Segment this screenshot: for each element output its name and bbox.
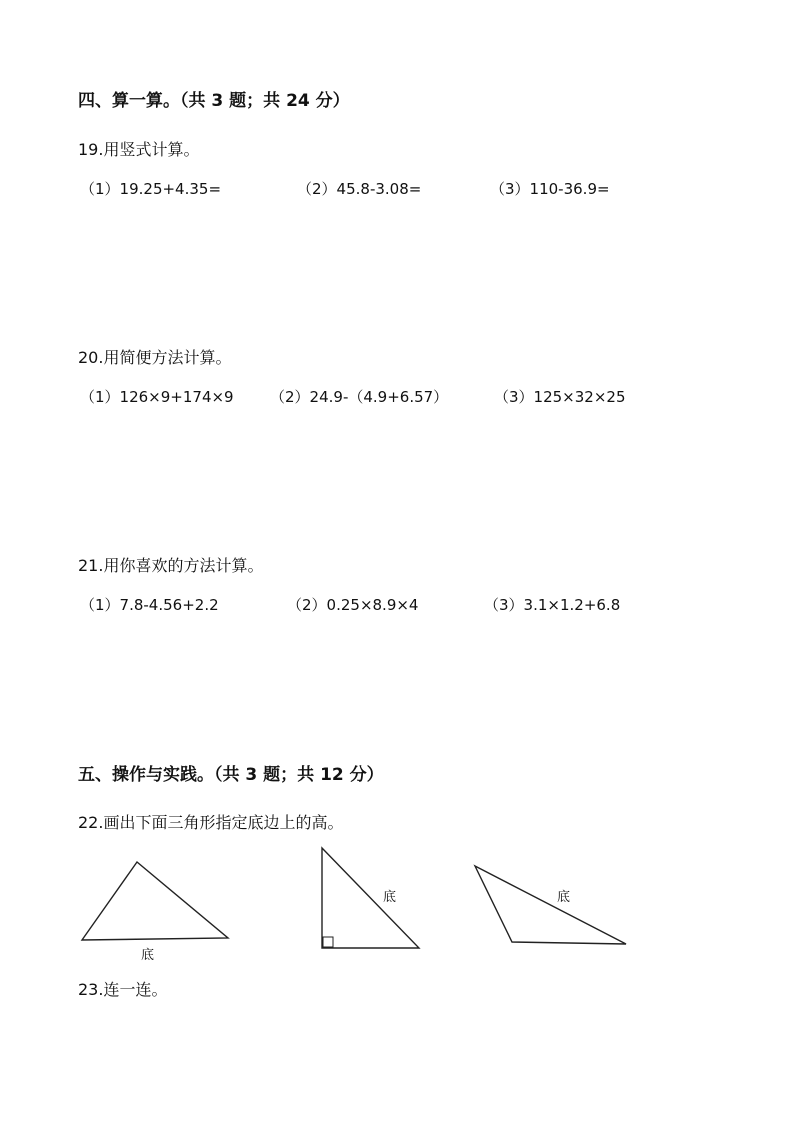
question-20-item-1: （1）126×9+174×9 [80,388,234,406]
question-19-item-1: （1）19.25+4.35= [80,180,222,198]
triangle-2-base-label: 底 [383,890,397,905]
question-21-item-1: （1）7.8-4.56+2.2 [80,596,219,614]
question-20-item-2: （2）24.9-（4.9+6.57） [270,388,449,406]
question-20-title: 20.用简便方法计算。 [78,348,232,367]
section-4-title: 四、算一算。（共 3 题；共 24 分） [78,91,350,111]
triangle-1-base-label: 底 [141,948,155,963]
triangle-3-shape [475,866,626,944]
question-19-item-2: （2）45.8-3.08= [297,180,422,198]
question-21-title: 21.用你喜欢的方法计算。 [78,556,264,575]
question-19-item-3: （3）110-36.9= [490,180,610,198]
question-21-item-2: （2）0.25×8.9×4 [287,596,419,614]
question-23-title: 23.连一连。 [78,980,168,999]
question-20-item-3: （3）125×32×25 [494,388,626,406]
question-21-item-3: （3）3.1×1.2+6.8 [484,596,621,614]
question-19-title: 19.用竖式计算。 [78,140,200,159]
section-5-title: 五、操作与实践。（共 3 题；共 12 分） [78,765,384,785]
triangle-3-base-label: 底 [557,890,571,905]
question-22-title: 22.画出下面三角形指定底边上的高。 [78,813,344,832]
